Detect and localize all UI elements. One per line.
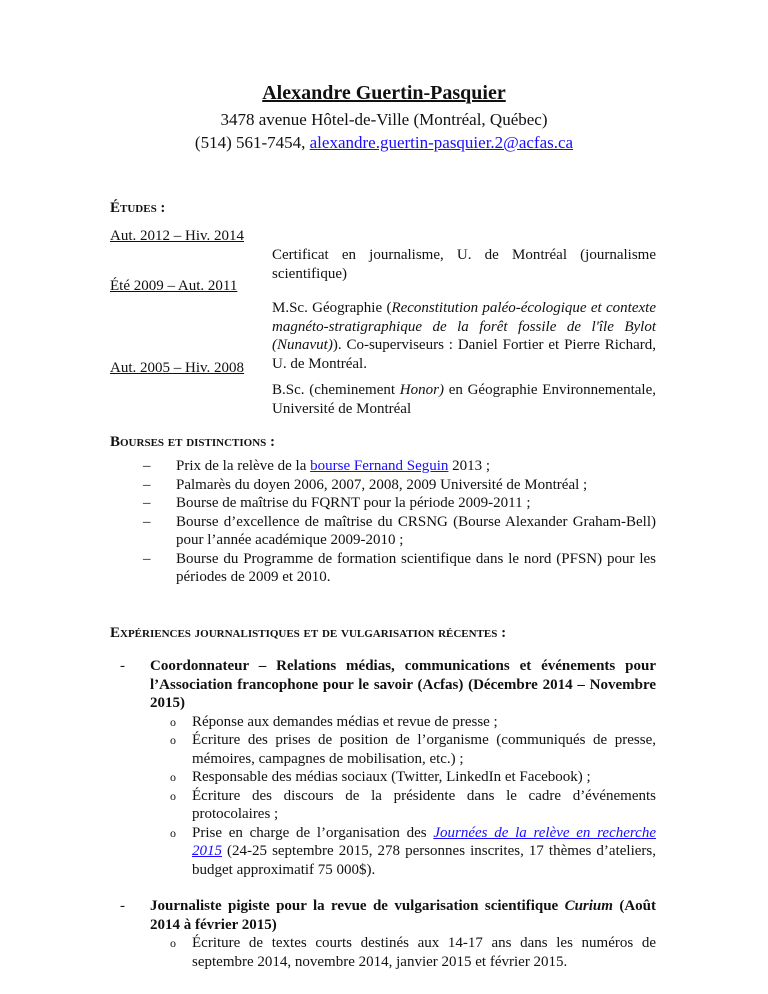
thesis-title: Reconstitution paléo-écologique et contexte magnéto-stratigraphique de la forêt fossile de l'île Bylot (Nunavut) (272, 300, 656, 353)
list-item (143, 457, 656, 476)
text: (Août 2014 à février 2015) (150, 898, 656, 933)
text: Prise en charge de l’organisation des (192, 824, 434, 841)
bullet: - (120, 658, 125, 674)
study-desc (272, 299, 656, 373)
list-item: – Bourse du Programme de formation scientifique dans le nord (PFSN) pour les périodes de 2009 et 2010. (143, 550, 656, 587)
section-heading-bourses: Bourses et distinctions : (110, 434, 276, 450)
address: 3478 avenue Hôtel-de-Ville (Montréal, Québec) (220, 110, 548, 129)
study-date: Été 2009 – Aut. 2011 (110, 278, 238, 294)
text: en Géographie Environnementale, Université de Montréal (272, 382, 656, 417)
cv-name: Alexandre Guertin-Pasquier (262, 82, 506, 104)
list-item: o Écriture de textes courts destinés aux 14-17 ans dans les numéros de septembre 2014, novembre 2014, janvier 2015 et février 2015. (158, 934, 656, 971)
email-link[interactable]: alexandre.guertin-pasquier.2@acfas.ca (309, 133, 574, 152)
job-title (150, 898, 656, 933)
text: ). Co-superviseurs : Daniel Fortier et Pierre Richard, U. de Montréal. (272, 337, 656, 372)
study-desc (272, 381, 656, 418)
list-item: – Palmarès du doyen 2006, 2007, 2008, 2009 Université de Montréal ; (143, 476, 656, 495)
list-item (158, 824, 656, 880)
study-date: Aut. 2012 – Hiv. 2014 (110, 228, 245, 244)
list-item: o Responsable des médias sociaux (Twitter, LinkedIn et Facebook) ; (158, 768, 656, 787)
awards-list (143, 457, 656, 587)
list-item: – Bourse de maîtrise du FQRNT pour la période 2009-2011 ; (143, 494, 656, 513)
experiences-list (110, 657, 656, 989)
text: Honor) (399, 382, 444, 398)
task-list (158, 934, 656, 971)
bullet: - (120, 898, 125, 914)
text: M.Sc. Géographie ( (272, 300, 392, 316)
phone: (514) 561-7454, (194, 133, 310, 152)
text: B.Sc. (cheminement (272, 382, 400, 398)
job-entry (110, 657, 656, 879)
section-heading-etudes: Études : (110, 200, 166, 216)
text: Journaliste pigiste pour la revue de vulgarisation scientifique (150, 898, 565, 914)
list-item: o Réponse aux demandes médias et revue de presse ; (158, 713, 656, 732)
list-item: – Bourse d’excellence de maîtrise du CRSNG (Bourse Alexander Graham-Bell) pour l’année académique 2009-2010 ; (143, 513, 656, 550)
job-entry (110, 897, 656, 971)
text: (24-25 septembre 2015, 278 personnes inscrites, 17 thèmes d’ateliers, budget approximatif 75 000$). (192, 843, 656, 878)
list-item: o Écriture des prises de position de l’organisme (communiqués de presse, mémoires, campagnes de mobilisation, etc.) ; (158, 731, 656, 768)
bourse-link[interactable]: bourse Fernand Seguin (310, 458, 449, 474)
text: Prix de la relève de la (176, 458, 311, 474)
text: 2013 ; (448, 458, 491, 474)
task-list (158, 713, 656, 880)
section-heading-experiences: Expériences journalistiques et de vulgarisation récentes : (110, 625, 507, 641)
text: Curium (564, 898, 613, 914)
study-date: Aut. 2005 – Hiv. 2008 (110, 360, 245, 376)
list-item: o Écriture des discours de la présidente dans le cadre d’événements protocolaires ; (158, 787, 656, 824)
contact-line (0, 133, 768, 153)
job-title: Coordonnateur – Relations médias, communications et événements pour l’Association francophone pour le savoir (Acfas) (Décembre 2014 – Novembre 2015) (150, 658, 656, 711)
journees-link[interactable]: Journées de la relève en recherche 2015 (192, 824, 656, 859)
study-desc: Certificat en journalisme, U. de Montréal (journalisme scientifique) (272, 247, 656, 282)
